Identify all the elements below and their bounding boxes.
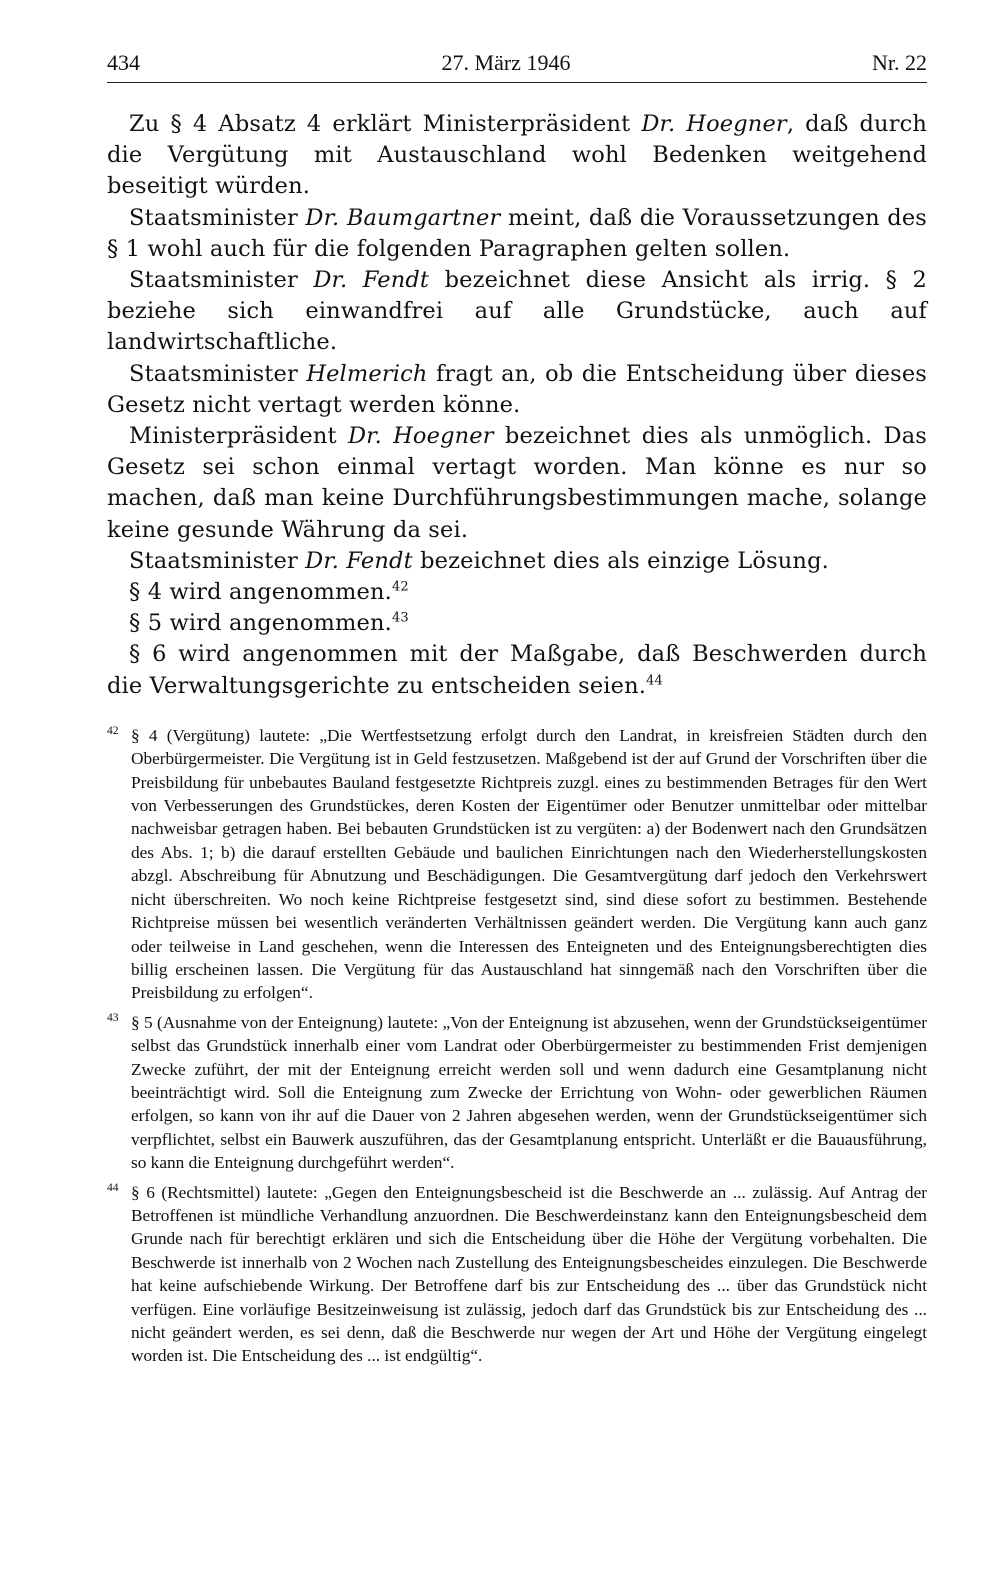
- paragraph: [107, 421, 927, 546]
- footnote: [107, 1181, 927, 1368]
- footnote-ref[interactable]: 43: [391, 610, 409, 626]
- text-run: meint, daß die Voraussetzungen des § 1 wohl auch für die folgenden Paragraphen gelten sollen.: [107, 204, 927, 262]
- footnote-number: 44: [107, 1181, 119, 1194]
- footnote-text: § 5 (Ausnahme von der Enteignung) lautete: „Von der Enteignung ist abzusehen, wenn der Grundstückseigentümer selbst das Grundstück innerhalb einer vom Landrat oder Oberbürgermeister zu bestimmenden Frist demjenigen Zwecke zuführt, der mit der Enteignung erreicht werden soll und wenn dadurch eine Gesamtplanung nicht beeinträchtigt wird. Soll die Enteignung zum Zwecke der Errichtung von Wohn- oder gewerblichen Räumen erfolgen, so kann von ihr auf die Dauer von 2 Jahren abgesehen werden, wenn der Grundstückseigentümer sich verpflichtet, selbst ein Bauwerk auszuführen, das der Gesamtplanung entspricht. Unterläßt er die Bauausführung, so kann die Enteignung durchgeführt werden“.: [131, 1012, 927, 1173]
- footnote-text: § 6 (Rechtsmittel) lautete: „Gegen den Enteignungsbescheid ist die Beschwerde an ... zulässig. Auf Antrag der Betroffenen ist mündliche Verhandlung anzuordnen. Die Beschwerdeinstanz kann den Enteignungsbescheid dem Grunde nach für berechtigt erklären und sich die Entscheidung über die Höhe der Vergütung vorbehalten. Die Beschwerde ist innerhalb von 2 Wochen nach Zustellung des Enteignungsbescheides einzulegen. Die Beschwerde hat keine aufschiebende Wirkung. Der Betroffene darf bis zur Entscheidung des ... über das Grundstück nicht verfügen. Eine vorläufige Besitzeinweisung ist zulässig, jedoch darf das Grundstück bis zur Entscheidung des ... nicht geändert werden, es sei denn, daß die Beschwerde nur wegen der Art und Höhe der Vergütung eingelegt worden ist. Die Entscheidung des ... ist endgültig“.: [131, 1182, 927, 1366]
- page-number: 434: [107, 50, 140, 75]
- text-run: bezeichnet dies als unmöglich. Das Gesetz sei schon einmal vertagt worden. Man könne es nur so machen, daß man keine Durchführungsbestimmungen mache, solange keine gesunde Währung da sei.: [107, 423, 928, 543]
- text-run: Staatsminister: [129, 204, 306, 231]
- text-run: bezeichnet dies als einzige Lösung.: [412, 547, 829, 574]
- text-run: fragt an, ob die Entscheidung über dieses Gesetz nicht vertagt werden könne.: [107, 360, 927, 418]
- text-run: Staatsminister: [129, 547, 306, 574]
- person-name: Dr. Hoegner: [641, 111, 787, 137]
- paragraph: [107, 577, 927, 608]
- page-header: [107, 50, 927, 82]
- text-run: Ministerpräsident: [129, 423, 348, 450]
- paragraph: [107, 546, 927, 577]
- header-rule: [107, 82, 927, 83]
- footnote-number: 42: [107, 724, 119, 737]
- text-run: § 4 wird angenommen.: [129, 579, 392, 606]
- text-run: Zu § 4 Absatz 4 erklärt Ministerpräsident: [129, 111, 642, 137]
- footnote-number: 43: [107, 1011, 119, 1024]
- paragraph: [107, 203, 927, 265]
- text-run: § 6 wird angenommen mit der Maßgabe, daß Beschwerden durch die Verwaltungsgerichte zu entscheiden seien.: [107, 641, 927, 699]
- issue-number: Nr. 22: [871, 50, 927, 75]
- text-run: Staatsminister: [129, 267, 314, 294]
- document-page: [107, 50, 927, 1374]
- text-run: Staatsminister: [129, 360, 307, 387]
- footnote-ref[interactable]: 42: [391, 579, 409, 595]
- paragraph: [107, 359, 927, 421]
- person-name: Helmerich: [306, 360, 428, 387]
- person-name: Dr. Fendt: [313, 267, 430, 294]
- paragraph: [107, 109, 927, 203]
- text-run: bezeichnet diese Ansicht als irrig. § 2 beziehe sich einwandfrei auf alle Grundstücke, auch auf landwirtschaftliche.: [107, 267, 927, 356]
- paragraph: [107, 639, 927, 701]
- text-run: § 5 wird angenommen.: [129, 610, 392, 637]
- person-name: Dr. Baumgartner: [305, 204, 501, 231]
- header-date: 27. März 1946: [441, 50, 571, 75]
- main-text: [107, 109, 927, 702]
- person-name: Dr. Fendt: [305, 547, 413, 574]
- text-run: , daß durch die Vergütung mit Austauschland wohl Bedenken weitgehend beseitigt würden.: [107, 111, 927, 200]
- footnote: [107, 1011, 927, 1175]
- person-name: Dr. Hoegner: [347, 423, 494, 450]
- footnote: [107, 724, 927, 1005]
- paragraph: [107, 608, 927, 639]
- paragraph: [107, 265, 927, 359]
- footnote-text: § 4 (Vergütung) lautete: „Die Wertfestsetzung erfolgt durch den Landrat, in kreisfreien Städten durch den Oberbürgermeister. Die Vergütung ist in Geld festzusetzen. Maßgebend ist der auf Grund der Vorschriften über die Preisbildung für unbebautes Bauland festgesetzte Richtpreis zuzgl. eines zu bestimmenden Betrages für den Wert von Verbesserungen des Grundstückes, deren Kosten der Eigentümer oder Benutzer unmittelbar oder mittelbar nachweisbar getragen haben. Bei bebauten Grundstücken ist zu vergüten: a) der Bodenwert nach den Grundsätzen des Abs. 1; b) die darauf erstellten Gebäude und baulichen Einrichtungen nach den Wiederherstellungskosten abzgl. Abschreibung für Abnutzung und Beschädigungen. Die Gesamtvergütung darf jedoch den Verkehrswert nicht überschreiten. Wo noch keine Richtpreise festgesetzt sind, sind diese sofort zu bestimmen. Bestehende Richtpreise müssen bei wesentlich veränderten Verhältnissen geändert werden. Die Vergütung kann auch ganz oder teilweise in Land geschehen, wenn die Interessen des Enteigneten und des Enteignungsberechtigten dies billig erscheinen lassen. Die Vergütung für das Austauschland hat sinngemäß nach den Vorschriften über die Preisbildung zu erfolgen“.: [131, 725, 927, 1003]
- footnotes: [107, 724, 927, 1368]
- footnote-ref[interactable]: 44: [646, 673, 663, 689]
